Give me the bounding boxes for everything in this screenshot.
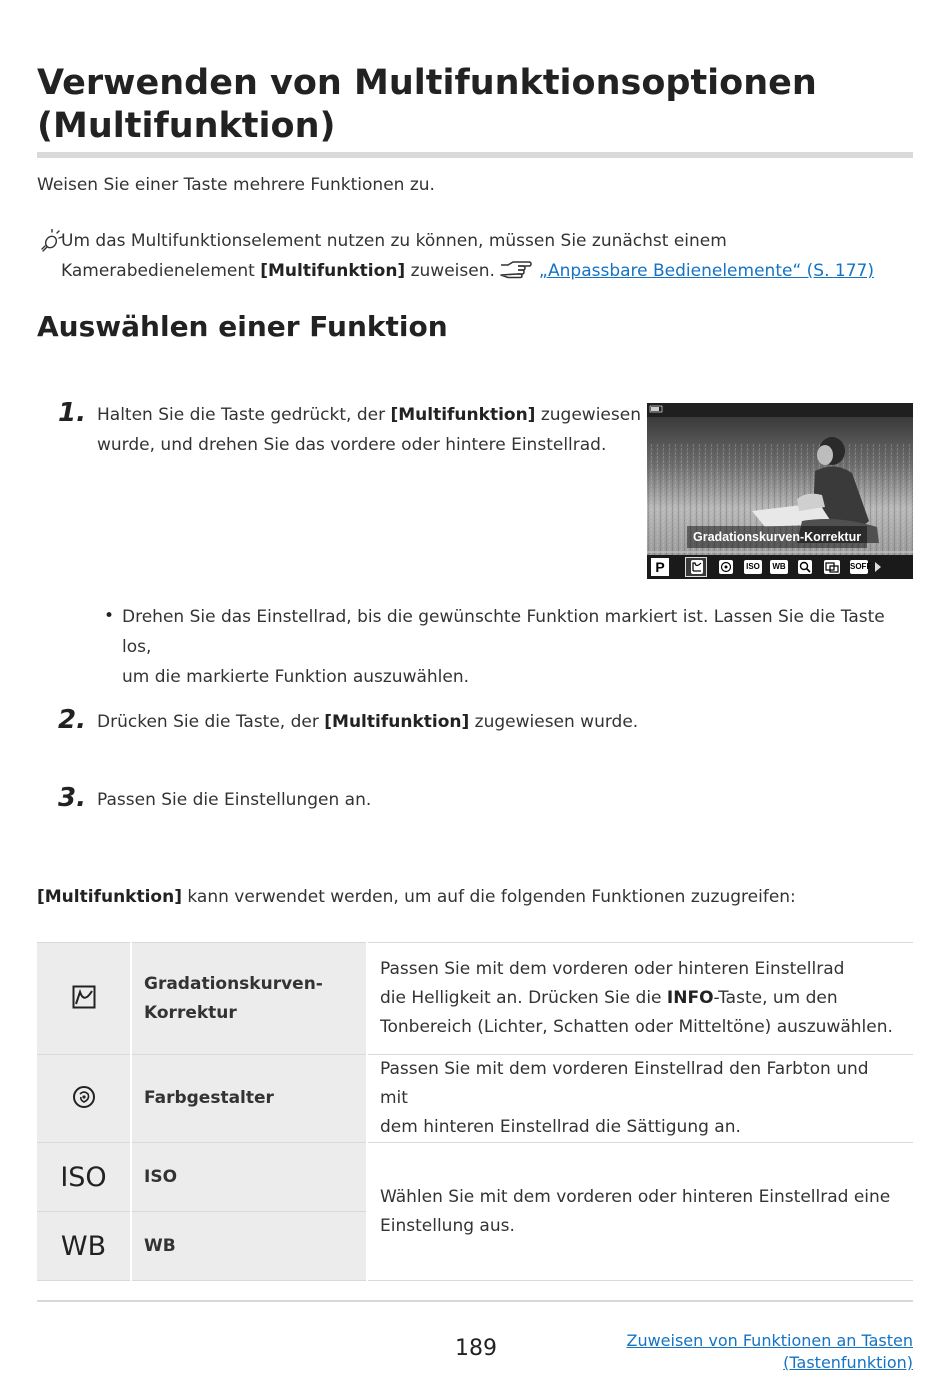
- customizable-controls-link[interactable]: „Anpassbare Bedienelemente“ (S. 177): [538, 261, 874, 281]
- mode-indicator: P: [651, 558, 669, 576]
- table-icon-cell: [37, 943, 131, 1055]
- camera-photo: [647, 403, 913, 579]
- step-2-bold: [Multifunktion]: [324, 712, 470, 732]
- screen-wb-icon: WB: [770, 560, 788, 574]
- color-creator-desc-1: Passen Sie mit dem vorderen Einstellrad den Farbton und mit: [380, 1059, 869, 1108]
- step-2-pre: Drücken Sie die Taste, der: [97, 712, 325, 732]
- step-1-text: [97, 400, 642, 460]
- wb-name: WB: [144, 1235, 176, 1256]
- bullet-line2: um die markierte Funktion auszuwählen.: [122, 667, 470, 687]
- shared-desc-2: Einstellung aus.: [380, 1215, 515, 1236]
- bullet-line1: Drehen Sie das Einstellrad, bis die gewünschte Funktion markiert ist. Lassen Sie die Taste los,: [122, 607, 885, 657]
- step-2-text: [97, 707, 638, 737]
- page-title-line1: Verwenden von Multifunktionsoptionen: [37, 63, 817, 103]
- color-creator-icon: [71, 1084, 97, 1110]
- iso-name: ISO: [144, 1166, 178, 1187]
- table-lead-text: [37, 887, 796, 907]
- lead-text: kann verwendet werden, um auf die folgenden Funktionen zuzugreifen:: [181, 887, 796, 907]
- tone-curve-desc-2: die Helligkeit an. Drücken Sie die: [380, 988, 667, 1008]
- tip-icon: [37, 229, 63, 255]
- hint-line2-text: Kamerabedienelement: [61, 261, 261, 281]
- step-2-number: 2.: [58, 705, 86, 735]
- wb-icon: WB: [60, 1230, 107, 1262]
- hint-line1: Um das Multifunktionselement nutzen zu können, müssen Sie zunächst einem: [61, 231, 727, 251]
- chapter-link-line1: Zuweisen von Funktionen an Tasten: [626, 1331, 913, 1350]
- hint-line2: [61, 256, 874, 286]
- table-icon-cell: [37, 1143, 131, 1212]
- screen-soff-icon: SOFF: [850, 560, 868, 574]
- step-2-post: zugewiesen wurde.: [469, 712, 639, 732]
- shared-desc-1: Wählen Sie mit dem vorderen oder hinteren Einstellrad eine: [380, 1186, 891, 1207]
- title-divider: [37, 152, 913, 158]
- table-name-cell: [131, 1143, 367, 1212]
- lead-bold: [Multifunktion]: [37, 887, 182, 907]
- bullet-dot: •: [104, 606, 115, 626]
- tone-curve-name-2: Korrektur: [144, 1002, 237, 1023]
- step-3-text: Passen Sie die Einstellungen an.: [97, 790, 372, 810]
- step-1-number: 1.: [58, 398, 86, 428]
- step-3-number: 3.: [58, 783, 86, 813]
- iso-icon: ISO: [60, 1161, 107, 1193]
- camera-screen-image: [647, 403, 913, 579]
- step-1-bold: [Multifunktion]: [390, 405, 536, 425]
- screen-function-bar: [647, 555, 913, 579]
- color-creator-desc-2: dem hinteren Einstellrad die Sättigung an.: [380, 1117, 741, 1137]
- tone-curve-desc-3: Tonbereich (Lichter, Schatten oder Mitteltöne) auszuwählen.: [380, 1017, 893, 1037]
- table-desc-cell: [367, 1143, 913, 1281]
- tone-curve-desc-1: Passen Sie mit dem vorderen oder hinteren Einstellrad: [380, 959, 845, 979]
- table-row: [37, 1143, 913, 1212]
- bullet-text: [122, 602, 912, 692]
- section-subtitle: Auswählen einer Funktion: [37, 310, 448, 343]
- hint-bold: [Multifunktion]: [260, 261, 406, 281]
- intro-text: Weisen Sie einer Taste mehrere Funktionen zu.: [37, 175, 435, 195]
- step-1-post: zugewiesen: [535, 405, 641, 425]
- screen-iso-icon: ISO: [744, 560, 762, 574]
- screen-function-label: Gradationskurven-Korrektur: [693, 530, 862, 544]
- table-row: [37, 943, 913, 1055]
- screen-aspect-icon: [824, 560, 840, 574]
- info-key-label: INFO: [666, 988, 714, 1008]
- screen-arrow-right-icon: [875, 562, 881, 572]
- step-1-pre: Halten Sie die Taste gedrückt, der: [97, 405, 391, 425]
- table-name-cell: [131, 943, 367, 1055]
- step-1-line2: wurde, und drehen Sie das vordere oder hintere Einstellrad.: [97, 435, 607, 455]
- table-name-cell: [131, 1212, 367, 1281]
- table-icon-cell: [37, 1212, 131, 1281]
- color-creator-name: Farbgestalter: [144, 1088, 274, 1108]
- tone-curve-desc-2b: -Taste, um den: [713, 988, 838, 1008]
- screen-tone-curve-icon: [691, 560, 703, 574]
- page-number: 189: [455, 1336, 497, 1361]
- pointing-hand-icon: [499, 259, 533, 279]
- chapter-link[interactable]: [626, 1330, 913, 1374]
- table-row: [37, 1055, 913, 1143]
- page-title-line2: (Multifunktion): [37, 106, 336, 146]
- table-icon-cell: [37, 1055, 131, 1143]
- function-table: [37, 942, 913, 1281]
- hint-line2-post: zuweisen.: [405, 261, 495, 281]
- screen-color-creator-icon: [719, 560, 733, 574]
- table-name-cell: [131, 1055, 367, 1143]
- tone-curve-icon: [71, 984, 97, 1010]
- table-desc-cell: [367, 1055, 913, 1143]
- page-title: [37, 62, 897, 148]
- tone-curve-name-1: Gradationskurven-: [144, 973, 323, 994]
- screen-magnify-icon: [798, 560, 812, 574]
- table-desc-cell: [367, 943, 913, 1055]
- chapter-link-line2: (Tastenfunktion): [783, 1353, 913, 1372]
- footer-divider: [37, 1300, 913, 1302]
